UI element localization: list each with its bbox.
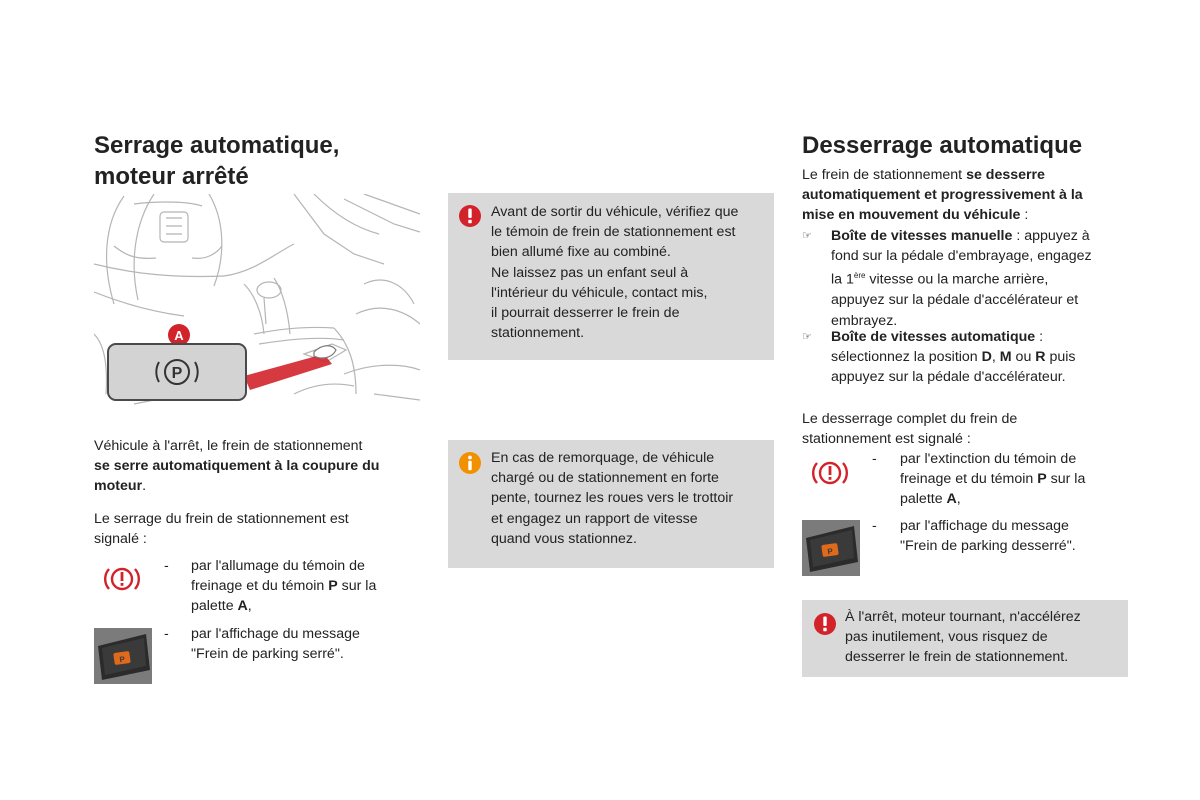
left-intro-paragraph: Véhicule à l'arrêt, le frein de stationnement se serre automatiquement à la coupure du moteur. [94, 438, 380, 495]
svg-text:P: P [826, 546, 834, 557]
dashboard-message-thumbnail [94, 628, 152, 684]
parking-brake-illustration [94, 194, 420, 412]
dashboard-message-thumbnail [802, 520, 860, 576]
svg-text:P: P [171, 365, 183, 382]
callout-letter-a: A [174, 328, 184, 343]
info-box-towing: En cas de remorquage, de véhicule chargé ou de stationnement en forte pente, tournez les roues vers le trottoir et engagez un rapport de vitesse quand vous stationnez. [448, 440, 774, 568]
left-signal-paragraph: Le serrage du frein de stationnement est signalé : [94, 511, 349, 548]
right-intro-paragraph: Le frein de stationnement se desserre automatiquement et progressivement à la mise en mouvement du véhicule : [802, 167, 1083, 224]
left-section-title: Serrage automatique, moteur arrêté [94, 132, 340, 190]
warning-box-engine-running: À l'arrêt, moteur tournant, n'accélérez pas inutilement, vous risquez de desserrer le frein de stationnement. [802, 600, 1128, 677]
right-complete-paragraph: Le desserrage complet du frein de stationnement est signalé : [802, 411, 1018, 448]
brake-warning-lamp-icon [810, 456, 850, 490]
hand-pointer-icon: ☞ [802, 230, 812, 242]
warning-icon [813, 612, 837, 636]
svg-text:P: P [118, 654, 126, 665]
hand-pointer-icon: ☞ [802, 331, 812, 343]
warning-box-exit-vehicle: Avant de sortir du véhicule, vérifiez que le témoin de frein de stationnement est bien allumé fixe au combiné. Ne laissez pas un enfant seul à l'intérieur du véhicule, contact mis, il pourrait desserrer le frein de stationnement. [448, 193, 774, 360]
info-icon [458, 451, 482, 475]
brake-warning-lamp-icon [102, 562, 142, 596]
right-section-title: Desserrage automatique [802, 132, 1083, 159]
warning-icon [458, 204, 482, 228]
